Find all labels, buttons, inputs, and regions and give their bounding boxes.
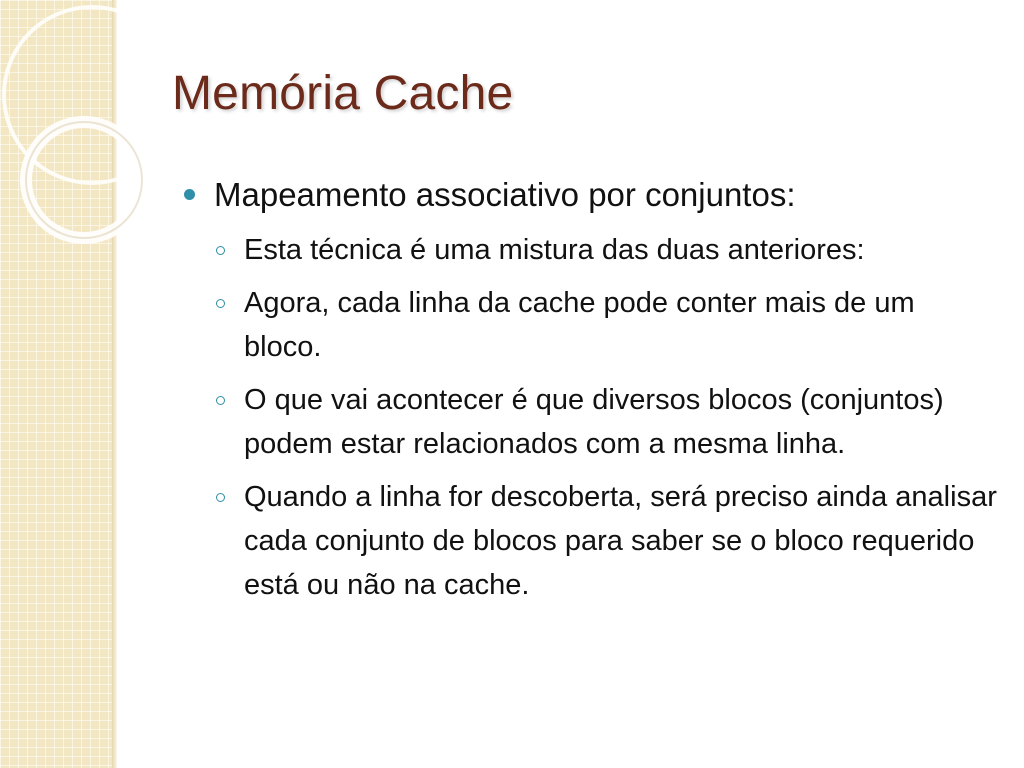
decorative-ring-small-shade: [26, 122, 142, 238]
slide-content: [178, 172, 998, 616]
sub-bullet-item: [178, 281, 998, 369]
sub-bullet-text: Agora, cada linha da cache pode conter mais de um bloco.: [244, 287, 915, 363]
sub-bullet-item: [178, 475, 998, 607]
sub-bullet-item: [178, 228, 998, 272]
bullet-ring-icon: [216, 246, 225, 255]
sub-bullet-text: Esta técnica é uma mistura das duas anteriores:: [244, 234, 865, 266]
decorative-rings: [0, 0, 200, 300]
bullet-ring-icon: [216, 396, 225, 405]
sub-bullet-text: O que vai acontecer é que diversos blocos (conjuntos) podem estar relacionados com a mesma linha.: [244, 384, 944, 460]
bullet-ring-icon: [216, 493, 225, 502]
bullet-main: [178, 172, 998, 218]
slide-title: Memória Cache: [172, 67, 514, 120]
bullet-main-text: Mapeamento associativo por conjuntos:: [214, 176, 796, 213]
bullet-dot-icon: [184, 189, 195, 200]
sub-bullet-item: [178, 378, 998, 466]
bullet-ring-icon: [216, 299, 225, 308]
sub-bullet-list: [178, 228, 998, 607]
sub-bullet-text: Quando a linha for descoberta, será preciso ainda analisar cada conjunto de blocos para saber se o bloco requerido está ou não na cache.: [244, 481, 997, 601]
